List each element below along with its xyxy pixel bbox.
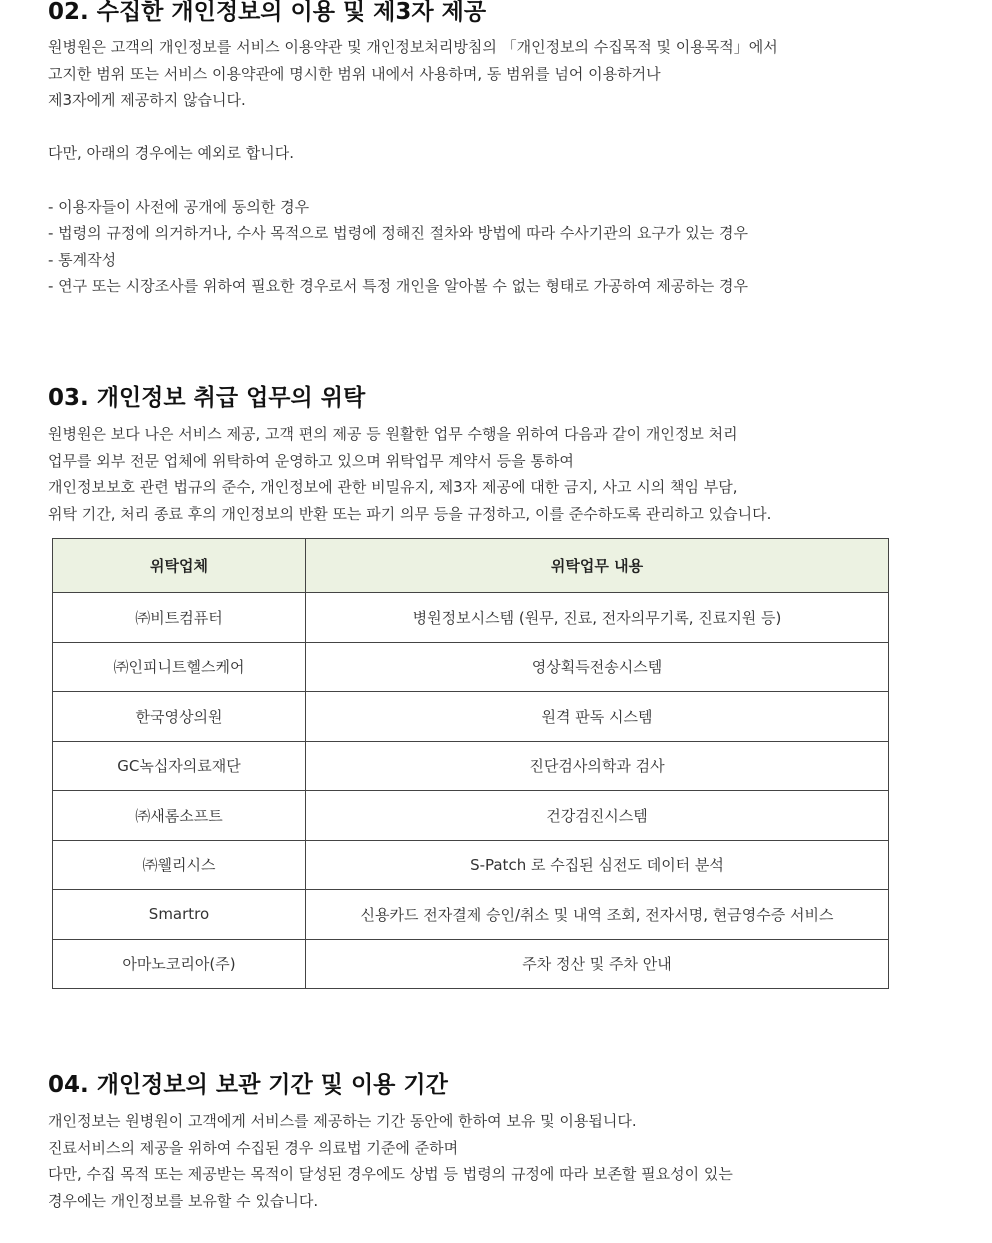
section-04-line: 진료서비스의 제공을 위하여 수집된 경우 의료법 기준에 준하며	[48, 1138, 459, 1157]
outsourcing-table	[52, 538, 889, 989]
table-cell-task: S-Patch 로 수집된 심전도 데이터 분석	[306, 840, 889, 890]
section-04-line: 다만, 수집 목적 또는 제공받는 목적이 달성된 경우에도 상법 등 법령의 규정에 따라 보존할 필요성이 있는	[48, 1165, 733, 1184]
table-cell-task: 주차 정산 및 주차 안내	[306, 939, 889, 989]
section-02-line: 고지한 범위 또는 서비스 이용약관에 명시한 범위 내에서 사용하며, 동 범위를 넘어 이용하거나	[48, 64, 661, 83]
table-cell-company: Smartro	[53, 890, 306, 940]
section-03-line: 원병원은 보다 나은 서비스 제공, 고객 편의 제공 등 원활한 업무 수행을 위하여 다음과 같이 개인정보 처리	[48, 425, 738, 443]
table-row	[53, 741, 889, 791]
table-cell-task: 건강검진시스템	[306, 791, 889, 841]
section-02-heading: 02. 수집한 개인정보의 이용 및 제3자 제공	[48, 0, 487, 25]
section-04-heading: 04. 개인정보의 보관 기간 및 이용 기간	[48, 1072, 448, 1098]
table-cell-company: ㈜웰리시스	[53, 840, 306, 890]
section-03-line: 업무를 외부 전문 업체에 위탁하여 운영하고 있으며 위탁업무 계약서 등을 통하여	[48, 451, 574, 470]
table-row	[53, 791, 889, 841]
table-header-task: 위탁업무 내용	[306, 539, 889, 593]
section-03-heading: 03. 개인정보 취급 업무의 위탁	[48, 385, 366, 411]
section-04-line: 경우에는 개인정보를 보유할 수 있습니다.	[48, 1191, 319, 1210]
table-row	[53, 593, 889, 643]
section-02-line	[48, 167, 778, 194]
table-row	[53, 642, 889, 692]
section-02-list-item: - 통계작성	[48, 250, 117, 269]
table-cell-task: 병원정보시스템 (원무, 진료, 전자의무기록, 진료지원 등)	[306, 593, 889, 643]
table-cell-company: GC녹십자의료재단	[53, 741, 306, 791]
table-cell-company: 아마노코리아(주)	[53, 939, 306, 989]
section-03-line: 개인정보보호 관련 법규의 준수, 개인정보에 관한 비밀유지, 제3자 제공에 대한 금지, 사고 시의 책임 부담,	[48, 478, 738, 497]
table-cell-company: ㈜새롬소프트	[53, 791, 306, 841]
table-cell-task: 진단검사의학과 검사	[306, 741, 889, 791]
table-row	[53, 939, 889, 989]
section-02-body	[48, 34, 778, 300]
section-02-list-item: - 연구 또는 시장조사를 위하여 필요한 경우로서 특정 개인을 알아볼 수 없는 형태로 가공하여 제공하는 경우	[48, 277, 749, 296]
section-02-line: 원병원은 고객의 개인정보를 서비스 이용약관 및 개인정보처리방침의 「개인정보의 수집목적 및 이용목적」에서	[48, 38, 778, 56]
table-row	[53, 890, 889, 940]
table-cell-task: 영상획득전송시스템	[306, 642, 889, 692]
section-02-line: 제3자에게 제공하지 않습니다.	[48, 91, 246, 110]
section-03-line: 위탁 기간, 처리 종료 후의 개인정보의 반환 또는 파기 의무 등을 규정하고, 이를 준수하도록 관리하고 있습니다.	[48, 504, 772, 523]
section-03-body	[48, 421, 771, 527]
table-row	[53, 692, 889, 742]
section-02-list-item: - 법령의 규정에 의거하거나, 수사 목적으로 법령에 정해진 절차와 방법에 따라 수사기관의 요구가 있는 경우	[48, 224, 749, 243]
section-02-line	[48, 114, 778, 141]
table-row	[53, 840, 889, 890]
table-cell-company: ㈜인피니트헬스케어	[53, 642, 306, 692]
table-cell-company: ㈜비트컴퓨터	[53, 593, 306, 643]
section-02-line: 다만, 아래의 경우에는 예외로 합니다.	[48, 144, 294, 163]
section-04-body	[48, 1108, 733, 1214]
table-cell-company: 한국영상의원	[53, 692, 306, 742]
section-04-line: 개인정보는 원병원이 고객에게 서비스를 제공하는 기간 동안에 한하여 보유 및 이용됩니다.	[48, 1112, 637, 1130]
table-cell-task: 신용카드 전자결제 승인/취소 및 내역 조회, 전자서명, 현금영수증 서비스	[306, 890, 889, 940]
table-header-row	[53, 539, 889, 593]
table-cell-task: 원격 판독 시스템	[306, 692, 889, 742]
table-header-company: 위탁업체	[53, 539, 306, 593]
section-02-list-item: - 이용자들이 사전에 공개에 동의한 경우	[48, 197, 310, 216]
